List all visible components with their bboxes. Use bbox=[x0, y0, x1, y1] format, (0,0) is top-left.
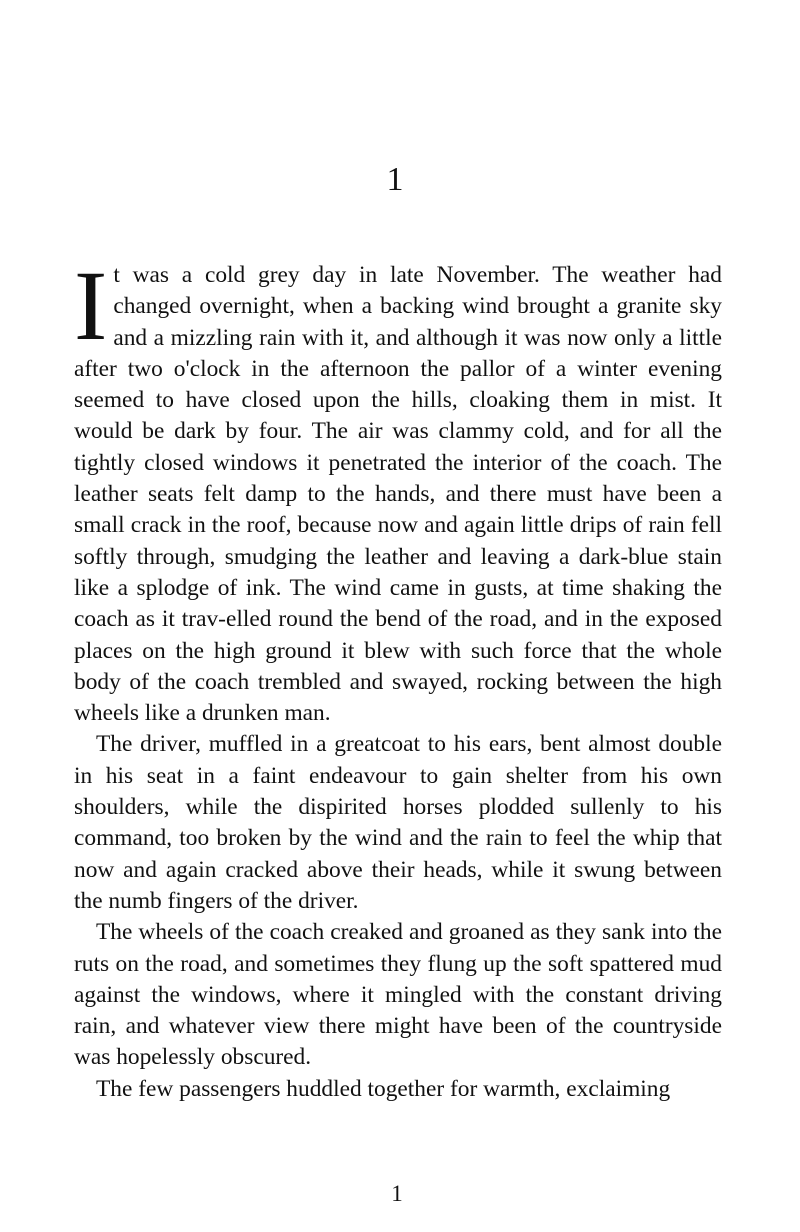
paragraph-1 bbox=[74, 250, 722, 729]
paragraph-2: The driver, muffled in a greatcoat to his ears, bent almost double in his seat in a faint endeavour to gain shelter from his own shoulders, while the dispirited horses plodded sullenly to his command, too broken by the wind and the rain to feel the whip that now and again cracked above their heads, while it swung between the numb fingers of the driver. bbox=[74, 731, 722, 914]
paragraph-4: The few passengers huddled together for warmth, exclaiming bbox=[96, 1075, 671, 1102]
chapter-body bbox=[74, 250, 722, 1105]
paragraph-1-text: t was a cold grey day in late November. The weather had changed overnight, when a backing wind brought a granite sky and a mizzling rain with it, and although it was now only a little after two o'clock in the afternoon the pallor of a winter evening seemed to have closed upon the hills, cloaking them in mist. It would be dark by four. The air was clammy cold, and for all the tightly closed windows it penetrated the interior of the coach. The leather seats felt damp to the hands, and there must have been a small crack in the roof, because now and again little drips of rain fell softly through, smudging the leather and leaving a dark-blue stain like a splodge of ink. The wind came in gusts, at time shaking the coach as it trav-elled round the bend of the road, and in the exposed places on the high ground it blew with such force that the whole body of the coach trembled and swayed, rocking between the high wheels like a drunken man. bbox=[74, 262, 722, 727]
chapter-number: 1 bbox=[386, 161, 404, 198]
page-number: 1 bbox=[391, 1181, 403, 1206]
paragraph-3: The wheels of the coach creaked and groaned as they sank into the ruts on the road, and sometimes they flung up the soft spattered mud against the windows, where it mingled with the constant driving rain, and whatever view there might have been of the countryside was hopelessly obscured. bbox=[74, 919, 722, 1071]
drop-cap: I bbox=[74, 250, 108, 361]
